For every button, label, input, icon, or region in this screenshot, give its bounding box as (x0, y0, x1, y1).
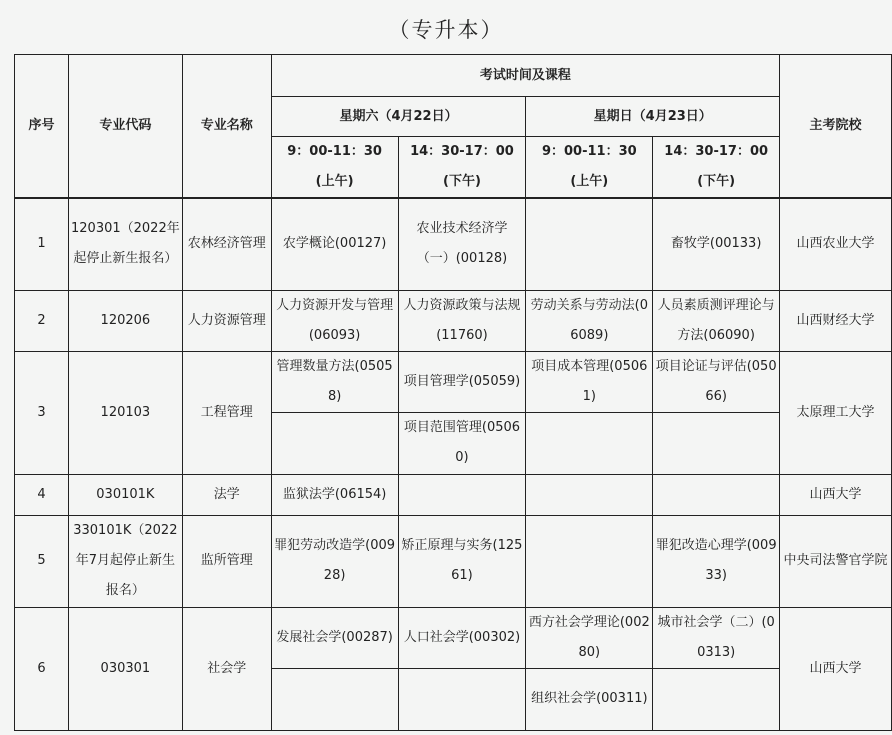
cell-sun-am: 项目成本管理(05061) (526, 351, 653, 412)
cell-sat-am: 人力资源开发与管理(06093) (271, 290, 398, 351)
cell-school: 中央司法警官学院 (780, 515, 892, 607)
period-text: (上午) (315, 174, 354, 189)
cell-sat-am (271, 412, 398, 474)
cell-sun-pm (653, 412, 780, 474)
cell-sat-pm (398, 474, 526, 515)
cell-school: 山西农业大学 (780, 198, 892, 290)
cell-code: 030101K (68, 474, 182, 515)
page-title: （专升本） (388, 18, 504, 42)
cell-sun-am: 组织社会学(00311) (526, 668, 653, 730)
time-text: 14：30-17：00 (410, 144, 514, 159)
cell-code: 120103 (68, 351, 182, 474)
time-text: 9：00-11：30 (287, 144, 382, 159)
cell-school: 山西大学 (780, 607, 892, 730)
cell-seq: 1 (15, 198, 69, 290)
table-row (15, 290, 892, 351)
cell-sat-pm: 项目管理学(05059) (398, 351, 526, 412)
cell-sat-am: 发展社会学(00287) (271, 607, 398, 668)
time-text: 14：30-17：00 (664, 144, 769, 159)
cell-code: 330101K（2022年7月起停止新生报名） (68, 515, 182, 607)
cell-sun-pm: 罪犯改造心理学(00933) (653, 515, 780, 607)
cell-sun-am (526, 412, 653, 474)
table-row (15, 198, 892, 290)
cell-code: 120301（2022年起停止新生报名） (68, 198, 182, 290)
header-row-1 (15, 55, 892, 97)
cell-sun-pm: 畜牧学(00133) (653, 198, 780, 290)
header-sat-am (271, 137, 398, 199)
period-text: (上午) (570, 174, 609, 189)
header-name: 专业名称 (182, 55, 271, 199)
cell-seq: 3 (15, 351, 69, 474)
cell-sun-am: 西方社会学理论(00280) (526, 607, 653, 668)
table-row (15, 351, 892, 412)
cell-major: 人力资源管理 (182, 290, 271, 351)
cell-sat-am: 农学概论(00127) (271, 198, 398, 290)
header-sunday: 星期日（4月23日） (526, 97, 780, 137)
cell-seq: 5 (15, 515, 69, 607)
cell-sat-pm: 农业技术经济学（一）(00128) (398, 198, 526, 290)
cell-sun-pm: 城市社会学（二）(00313) (653, 607, 780, 668)
cell-school: 山西财经大学 (780, 290, 892, 351)
cell-major: 法学 (182, 474, 271, 515)
period-text: (下午) (697, 174, 736, 189)
time-text: 9：00-11：30 (541, 144, 637, 159)
cell-seq: 2 (15, 290, 69, 351)
cell-seq: 6 (15, 607, 69, 730)
header-seq: 序号 (15, 55, 69, 199)
table-row (15, 515, 892, 607)
header-exam: 考试时间及课程 (271, 55, 779, 97)
cell-sat-am: 管理数量方法(05058) (271, 351, 398, 412)
cell-major: 工程管理 (182, 351, 271, 474)
cell-school: 山西大学 (780, 474, 892, 515)
cell-sun-am (526, 198, 653, 290)
period-text: (下午) (443, 174, 481, 189)
cell-code: 030301 (68, 607, 182, 730)
header-saturday: 星期六（4月22日） (271, 97, 526, 137)
header-school: 主考院校 (780, 55, 892, 199)
cell-sun-pm (653, 668, 780, 730)
header-sat-pm (398, 137, 526, 199)
header-sun-pm (653, 137, 780, 199)
cell-sat-pm: 项目范围管理(05060) (398, 412, 526, 474)
cell-sun-pm: 人员素质测评理论与方法(06090) (653, 290, 780, 351)
table-row (15, 474, 892, 515)
cell-seq: 4 (15, 474, 69, 515)
table-row (15, 607, 892, 668)
cell-sat-am (271, 668, 398, 730)
cell-code: 120206 (68, 290, 182, 351)
cell-major: 监所管理 (182, 515, 271, 607)
cell-sun-am (526, 474, 653, 515)
cell-school: 太原理工大学 (780, 351, 892, 474)
exam-schedule-table (14, 54, 892, 731)
cell-sat-am: 监狱法学(06154) (271, 474, 398, 515)
cell-sat-am: 罪犯劳动改造学(00928) (271, 515, 398, 607)
cell-sun-am (526, 515, 653, 607)
cell-major: 社会学 (182, 607, 271, 730)
cell-sun-am: 劳动关系与劳动法(06089) (526, 290, 653, 351)
cell-sat-pm: 人力资源政策与法规(11760) (398, 290, 526, 351)
header-code: 专业代码 (68, 55, 182, 199)
cell-major: 农林经济管理 (182, 198, 271, 290)
cell-sat-pm: 人口社会学(00302) (398, 607, 526, 668)
cell-sun-pm (653, 474, 780, 515)
cell-sun-pm: 项目论证与评估(05066) (653, 351, 780, 412)
cell-sat-pm: 矫正原理与实务(12561) (398, 515, 526, 607)
header-sun-am (526, 137, 653, 199)
cell-sat-pm (398, 668, 526, 730)
